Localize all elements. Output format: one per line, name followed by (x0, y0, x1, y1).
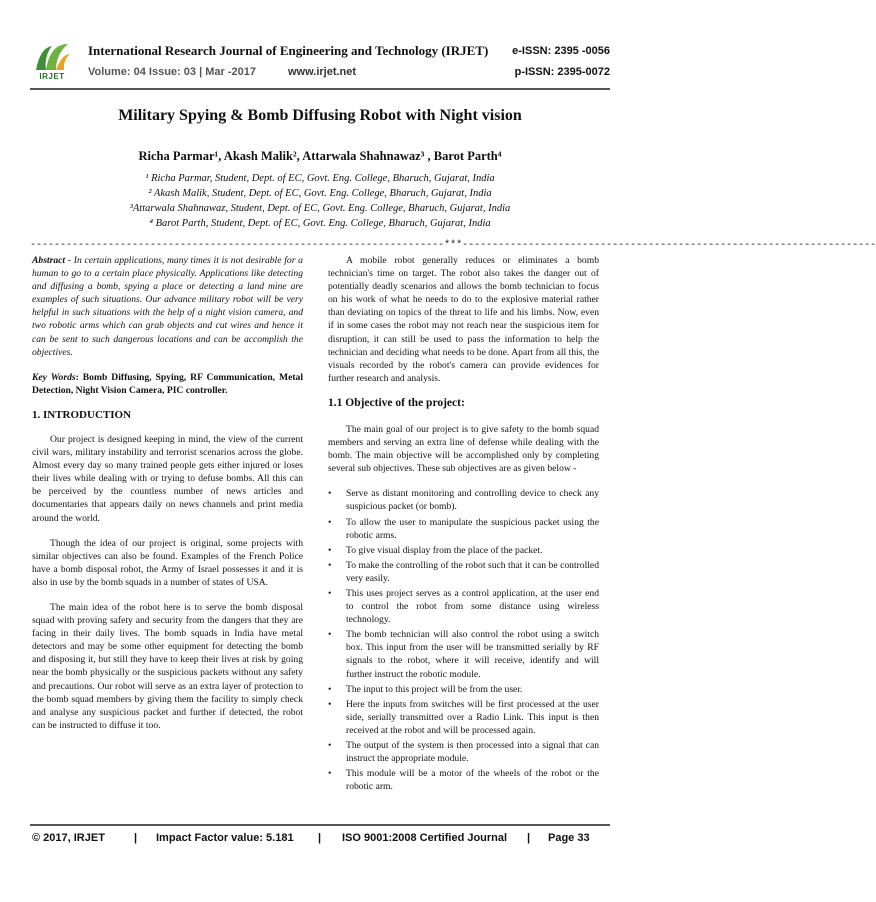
bullet-icon: • (328, 559, 332, 571)
bullet-icon: • (328, 683, 332, 695)
journal-header (30, 40, 610, 88)
intro-paragraph: The main idea of the robot here is to serve the bomb disposal squad with proving safety and security from the dangers that they are facing in their daily lives. The bomb squads in India have metal detectors and may be some other equipment for detecting the bomb and disposing it, but still they have to keep their lives at risk by going near the bomb physically or the suspicious packets without any safety and precautions. Our robot will serve as an extra layer of protection to the bomb squad members by giving them the facility to simply check and analyse any suspicious packet and further if detected, the robot can be instructed to diffuse it too. (32, 601, 303, 731)
bullet-icon: • (328, 488, 332, 500)
list-item (328, 559, 599, 585)
list-item-text: Serve as distant monitoring and controlling device to check any suspicious packet (or bomb). (346, 488, 599, 513)
section-separator: ---------------------------------------------------------------------***--------------------------------------------------------------------- (30, 240, 876, 251)
impact-factor: Impact Factor value: 5.181 (156, 832, 294, 844)
website-link[interactable]: www.irjet.net (288, 66, 357, 78)
objective-intro: The main goal of our project is to give safety to the bomb squad members and serving an extra line of defense while dealing with the bomb. The main objective will be accomplished only by completing several sub objectives. These sub objectives are as given below - (328, 423, 599, 475)
intro-paragraph: Though the idea of our project is original, some projects with similar objectives can also be found. Examples of the French Police have a bomb disposal robot, the Army of Israel possesses it and it is also in use by the bomb squads in a number of states of USA. (32, 537, 303, 588)
list-item (328, 587, 599, 626)
keywords (32, 371, 303, 397)
objective-heading: 1.1 Objective of the project: (328, 396, 465, 409)
list-item-text: To allow the user to manipulate the suspicious packet using the robotic arms. (346, 516, 599, 541)
list-item-text: The bomb technician will also control the robot using a switch box. This input from the user will be transmitted serially by RF signals to the robot, where it will receive, identify and will further instruct the robotic module. (346, 629, 599, 680)
bullet-icon: • (328, 740, 332, 751)
bullet-icon: • (328, 587, 332, 599)
footer-divider: | (527, 832, 531, 844)
list-item (328, 683, 599, 696)
bullet-icon: • (328, 629, 332, 641)
list-item-text: To give visual display from the place of the packet. (346, 544, 543, 556)
list-item-text: This module will be a motor of the wheels of the robot or the robotic arm. (346, 768, 599, 793)
bullet-icon: • (328, 768, 332, 780)
copyright: © 2017, IRJET (32, 832, 105, 844)
logo-text: IRJET (39, 72, 65, 81)
iso-certification: ISO 9001:2008 Certified Journal (342, 832, 508, 844)
list-item (328, 739, 599, 765)
eissn: e-ISSN: 2395 -0056 (512, 45, 610, 57)
bullet-icon: • (328, 544, 332, 556)
intro-paragraph: Our project is designed keeping in mind, the view of the current civil wars, military instability and terrorist scenarios across the globe. Almost every day so many trained people gets either injured or loses their lives while dealing with or trying to defuse bombs. All this can be perceived by the countless number of news articles and documentaries that appears daily on news channels and print media around the world. (32, 433, 303, 524)
right-column (328, 254, 599, 795)
list-item (328, 767, 599, 793)
affiliation-3: ³Attarwala Shahnawaz, Student, Dept. of EC, Govt. Eng. College, Bharuch, Gujarat, India (129, 203, 511, 214)
objective-list (328, 487, 599, 793)
volume-issue: Volume: 04 Issue: 03 | Mar -2017 (88, 66, 256, 78)
pissn: p-ISSN: 2395-0072 (514, 66, 610, 78)
footer-rule (30, 824, 610, 826)
right-intro-paragraph: A mobile robot generally reduces or eliminates a bomb technician's time on target. The robot also takes the danger out of potentially deadly scenarios and allows the bomb technician to focus on his work of what he needs to do to the explosive material rather than deviating on topics of the threat to life and his limbs. Now, even if in some cases the robot may not reach near the suspicious item for disruption, it can still be used to pass the information to help the technician and deciding what needs to be done. Apart from all this, the visuals recorded by the robot's camera can provide evidences for further research and analysis. (328, 255, 599, 384)
intro-heading: 1. INTRODUCTION (32, 408, 132, 421)
list-item (328, 516, 599, 542)
keywords-text: : Bomb Diffusing, Spying, RF Communication, Metal Detection, Night Vision Camera, PIC controller. (32, 371, 303, 396)
list-item-text: To make the controlling of the robot such that it can be controlled very easily. (346, 559, 599, 584)
page-number: Page 33 (548, 832, 590, 844)
list-item (328, 628, 599, 680)
bullet-icon: • (328, 698, 332, 710)
list-item (328, 544, 599, 557)
keywords-label: Key Words (32, 371, 76, 383)
list-item (328, 487, 599, 513)
bullet-icon: • (328, 516, 332, 528)
left-column (32, 254, 303, 744)
affiliation-4: ⁴ Barot Parth, Student, Dept. of EC, Govt. Eng. College, Bharuch, Gujarat, India (149, 218, 491, 229)
abstract (32, 254, 303, 359)
paper-title: Military Spying & Bomb Diffusing Robot with Night vision (118, 107, 522, 124)
header-rule (30, 88, 610, 90)
journal-name: International Research Journal of Engineering and Technology (IRJET) (88, 43, 489, 58)
list-item (328, 698, 599, 737)
footer-divider: | (134, 832, 138, 844)
list-item-text: Here the inputs from switches will be first processed at the user side, serially transmitted over a Radio Link. This input is then received at the robot and will be processed again. (346, 698, 599, 736)
footer-divider: | (318, 832, 322, 844)
list-item-text: The input to this project will be from the user. (346, 683, 523, 695)
abstract-text: In certain applications, many times it is not desirable for a human to go to a certain place physically. Applications like detecting and diffusing a bomb, spying a place or detecting a land mine are examples of such situations. Our advance military robot will be very helpful in such situations with the help of a night vision camera, and two robotic arms which can grab objects and cut wires and hence it can be sent to such dangerous locations and can be accomplish the objectives. (32, 255, 303, 358)
abstract-label: Abstract - (32, 255, 71, 266)
list-item-text: This uses project serves as a control application, at the user end to control the robot from some distance using wireless technology. (346, 587, 599, 626)
author-list: Richa Parmar¹, Akash Malik², Attarwala Shahnawaz³ , Barot Parth⁴ (138, 149, 502, 163)
list-item-text: The output of the system is then processed into a signal that can instruct the appropriate module. (346, 740, 599, 765)
affiliation-2: ² Akash Malik, Student, Dept. of EC, Govt. Eng. College, Bharuch, Gujarat, India (148, 188, 492, 199)
affiliation-1: ¹ Richa Parmar, Student, Dept. of EC, Govt. Eng. College, Bharuch, Gujarat, India (145, 173, 495, 184)
